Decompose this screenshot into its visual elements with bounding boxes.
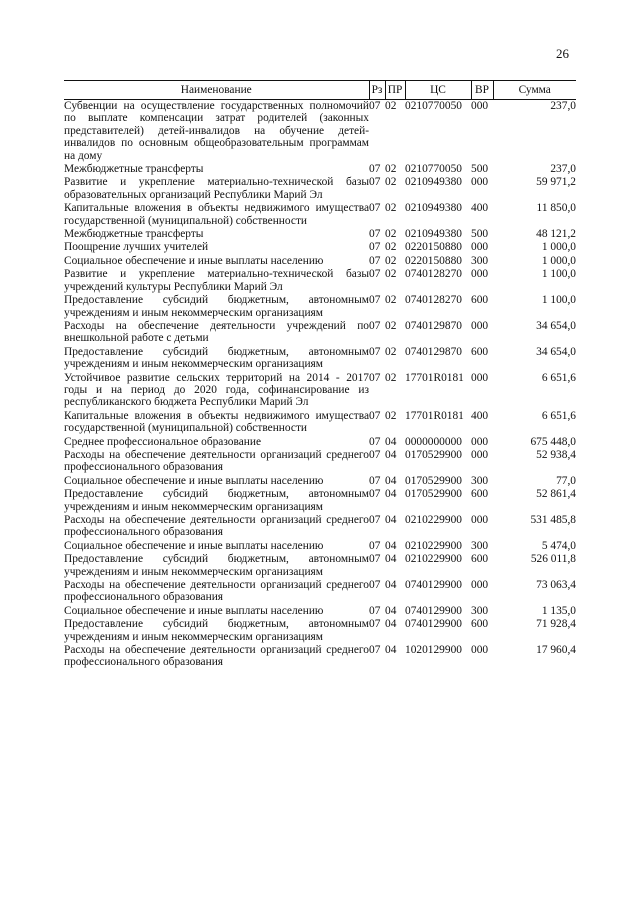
row-cs: 0170529900 [405, 488, 462, 501]
table-row [64, 475, 576, 488]
row-vr: 300 [471, 254, 489, 267]
table-row [64, 320, 576, 346]
header-pr: ПР [385, 81, 405, 100]
row-name: Социальное обеспечение и иные выплаты населению [64, 474, 324, 487]
row-name: Среднее профессиональное образование [64, 435, 262, 448]
row-sum: 6 651,6 [541, 371, 576, 384]
table-row [64, 294, 576, 320]
table-row [64, 579, 576, 605]
row-cs: 17701R0181 [405, 371, 464, 384]
row-name: Устойчивое развитие сельских территорий на 2014 - 2017 годы и на период до 2020 года, софинансирование из республиканского бюджета Республики Марий Эл [64, 371, 369, 409]
row-cs: 0740129870 [405, 319, 462, 332]
row-sum: 1 135,0 [541, 604, 576, 617]
table-row [64, 540, 576, 553]
row-rz: 07 [369, 345, 381, 358]
row-vr: 000 [471, 448, 489, 461]
row-rz: 07 [369, 319, 381, 332]
row-sum: 675 448,0 [530, 435, 576, 448]
row-sum: 5 474,0 [541, 539, 576, 552]
row-sum: 531 485,8 [530, 514, 576, 526]
row-cs: 0210229900 [405, 553, 462, 566]
row-vr: 600 [471, 488, 489, 501]
row-name: Субвенции на осуществление государственных полномочий по выплате компенсации затрат родителей (законных представителей) детей-инвалидов на обучение детей-инвалидов по основным общеобразовательным программам на дому [64, 100, 369, 162]
row-cs: 0000000000 [405, 435, 462, 448]
row-pr: 02 [385, 163, 397, 176]
row-pr: 02 [385, 100, 397, 112]
table-row [64, 410, 576, 436]
row-sum: 1 000,0 [541, 241, 576, 254]
row-rz: 07 [369, 618, 381, 631]
table-row [64, 644, 576, 670]
row-vr: 400 [471, 409, 489, 422]
header-sum: Сумма [493, 81, 576, 100]
row-pr: 04 [385, 435, 397, 448]
table-row [64, 488, 576, 514]
row-pr: 02 [385, 228, 397, 241]
row-name: Предоставление субсидий бюджетным, автономным учреждениям и иным некоммерческим организациям [64, 488, 369, 513]
row-vr: 500 [471, 228, 489, 241]
table-row [64, 618, 576, 644]
table-row [64, 255, 576, 268]
table-row [64, 176, 576, 202]
row-pr: 02 [385, 345, 397, 358]
row-sum: 11 850,0 [536, 202, 576, 215]
row-rz: 07 [369, 409, 381, 422]
row-sum: 34 654,0 [536, 345, 576, 358]
row-vr: 000 [471, 371, 489, 384]
row-vr: 300 [471, 539, 489, 552]
row-rz: 07 [369, 241, 381, 254]
row-vr: 000 [471, 514, 489, 526]
row-name: Межбюджетные трансферты [64, 163, 204, 176]
row-pr: 04 [385, 618, 397, 631]
row-cs: 0210229900 [405, 539, 462, 552]
row-vr: 600 [471, 294, 489, 307]
table-row [64, 228, 576, 241]
row-vr: 000 [471, 241, 489, 254]
row-cs: 0210229900 [405, 514, 462, 526]
table-row [64, 436, 576, 449]
row-cs: 0740129900 [405, 618, 462, 631]
row-rz: 07 [369, 371, 381, 384]
row-cs: 1020129900 [405, 644, 462, 657]
row-pr: 02 [385, 294, 397, 307]
row-cs: 0740128270 [405, 268, 462, 281]
row-cs: 0220150880 [405, 254, 462, 267]
row-rz: 07 [369, 254, 381, 267]
row-name: Предоставление субсидий бюджетным, автономным учреждениям и иным некоммерческим организациям [64, 345, 369, 371]
row-vr: 600 [471, 553, 489, 566]
row-sum: 1 000,0 [541, 254, 576, 267]
table-row [64, 163, 576, 176]
row-sum: 6 651,6 [541, 409, 576, 422]
row-sum: 237,0 [550, 100, 576, 112]
table-row [64, 605, 576, 618]
row-pr: 04 [385, 474, 397, 487]
row-cs: 0740129900 [405, 579, 462, 592]
row-pr: 04 [385, 539, 397, 552]
table-row [64, 514, 576, 540]
row-sum: 17 960,4 [536, 644, 576, 657]
row-cs: 0210770050 [405, 100, 462, 112]
row-cs: 0220150880 [405, 241, 462, 254]
row-cs: 0740129870 [405, 345, 462, 358]
row-sum: 59 971,2 [536, 176, 576, 189]
row-rz: 07 [369, 294, 381, 307]
row-name: Расходы на обеспечение деятельности организаций среднего профессионального образования [64, 448, 369, 474]
row-name: Межбюджетные трансферты [64, 228, 204, 241]
table-row [64, 553, 576, 579]
row-vr: 600 [471, 618, 489, 631]
row-sum: 237,0 [550, 163, 576, 176]
row-name: Расходы на обеспечение деятельности организаций среднего профессионального образования [64, 644, 369, 669]
row-cs: 0740129900 [405, 604, 462, 617]
row-sum: 1 100,0 [541, 294, 576, 307]
table-header-row [64, 81, 576, 100]
row-pr: 02 [385, 176, 397, 189]
row-cs: 0210770050 [405, 163, 462, 176]
row-pr: 04 [385, 448, 397, 461]
header-rz: Рз [369, 81, 385, 100]
page-number: 26 [556, 46, 569, 61]
row-pr: 04 [385, 644, 397, 657]
row-pr: 04 [385, 553, 397, 566]
row-rz: 07 [369, 539, 381, 552]
row-rz: 07 [369, 514, 381, 526]
row-vr: 000 [471, 176, 489, 189]
table-row [64, 202, 576, 228]
row-cs: 17701R0181 [405, 409, 464, 422]
row-name: Расходы на обеспечение деятельности организаций среднего профессионального образования [64, 514, 369, 539]
row-rz: 07 [369, 176, 381, 189]
row-vr: 500 [471, 163, 489, 176]
row-cs: 0170529900 [405, 474, 462, 487]
row-name: Предоставление субсидий бюджетным, автономным учреждениям и иным некоммерческим организациям [64, 294, 369, 319]
table-row [64, 346, 576, 372]
row-vr: 000 [471, 579, 489, 592]
row-cs: 0210949380 [405, 228, 462, 241]
table-row [64, 449, 576, 475]
row-rz: 07 [369, 163, 381, 176]
row-vr: 000 [471, 268, 489, 281]
row-pr: 04 [385, 579, 397, 592]
row-rz: 07 [369, 604, 381, 617]
row-rz: 07 [369, 644, 381, 657]
row-pr: 02 [385, 409, 397, 422]
row-cs: 0740128270 [405, 294, 462, 307]
table-row [64, 100, 576, 164]
row-rz: 07 [369, 228, 381, 241]
row-pr: 02 [385, 319, 397, 332]
row-rz: 07 [369, 268, 381, 281]
row-sum: 34 654,0 [536, 319, 576, 332]
table-row [64, 372, 576, 410]
row-rz: 07 [369, 553, 381, 566]
table-body [64, 100, 576, 670]
row-rz: 07 [369, 579, 381, 592]
row-rz: 07 [369, 100, 381, 112]
budget-table [64, 80, 576, 670]
row-cs: 0210949380 [405, 176, 462, 189]
row-sum: 52 938,4 [536, 448, 576, 461]
row-pr: 04 [385, 604, 397, 617]
row-sum: 48 121,2 [536, 228, 576, 241]
row-vr: 600 [471, 345, 489, 358]
row-pr: 04 [385, 488, 397, 501]
row-name: Расходы на обеспечение деятельности организаций среднего профессионального образования [64, 579, 369, 604]
row-rz: 07 [369, 435, 381, 448]
row-vr: 000 [471, 319, 489, 332]
table-row [64, 241, 576, 254]
row-pr: 02 [385, 254, 397, 267]
row-name: Расходы на обеспечение деятельности учреждений по внешкольной работе с детьми [64, 319, 369, 345]
row-sum: 526 011,8 [530, 553, 576, 566]
row-vr: 400 [471, 202, 489, 215]
row-vr: 000 [471, 644, 489, 657]
header-vr: ВР [471, 81, 493, 100]
row-cs: 0210949380 [405, 202, 462, 215]
row-pr: 04 [385, 514, 397, 526]
row-rz: 07 [369, 488, 381, 501]
row-rz: 07 [369, 202, 381, 215]
row-name: Развитие и укрепление материально-технической базы учреждений культуры Республики Марий Эл [64, 268, 369, 293]
row-sum: 77,0 [556, 474, 576, 487]
row-name: Капитальные вложения в объекты недвижимого имущества государственной (муниципальной) собственности [64, 202, 369, 227]
row-sum: 73 063,4 [536, 579, 576, 592]
row-cs: 0170529900 [405, 448, 462, 461]
row-pr: 02 [385, 202, 397, 215]
row-name: Социальное обеспечение и иные выплаты населению [64, 254, 324, 267]
row-vr: 300 [471, 604, 489, 617]
row-sum: 71 928,4 [536, 618, 576, 631]
row-vr: 000 [471, 435, 489, 448]
row-sum: 1 100,0 [541, 268, 576, 281]
row-vr: 300 [471, 474, 489, 487]
row-name: Социальное обеспечение и иные выплаты населению [64, 539, 324, 552]
row-pr: 02 [385, 241, 397, 254]
row-rz: 07 [369, 474, 381, 487]
row-pr: 02 [385, 371, 397, 384]
row-vr: 000 [471, 100, 489, 112]
row-name: Предоставление субсидий бюджетным, автономным учреждениям и иным некоммерческим организациям [64, 618, 369, 643]
table-row [64, 268, 576, 294]
row-name: Предоставление субсидий бюджетным, автономным учреждениям и иным некоммерческим организациям [64, 553, 369, 578]
row-name: Социальное обеспечение и иные выплаты населению [64, 604, 324, 617]
row-pr: 02 [385, 268, 397, 281]
header-cs: ЦС [405, 81, 471, 100]
row-name: Капитальные вложения в объекты недвижимого имущества государственной (муниципальной) собственности [64, 409, 369, 435]
row-name: Поощрение лучших учителей [64, 241, 209, 254]
row-sum: 52 861,4 [536, 488, 576, 501]
row-rz: 07 [369, 448, 381, 461]
row-name: Развитие и укрепление материально-технической базы образовательных организаций Республики Марий Эл [64, 176, 369, 201]
header-name: Наименование [64, 81, 369, 100]
